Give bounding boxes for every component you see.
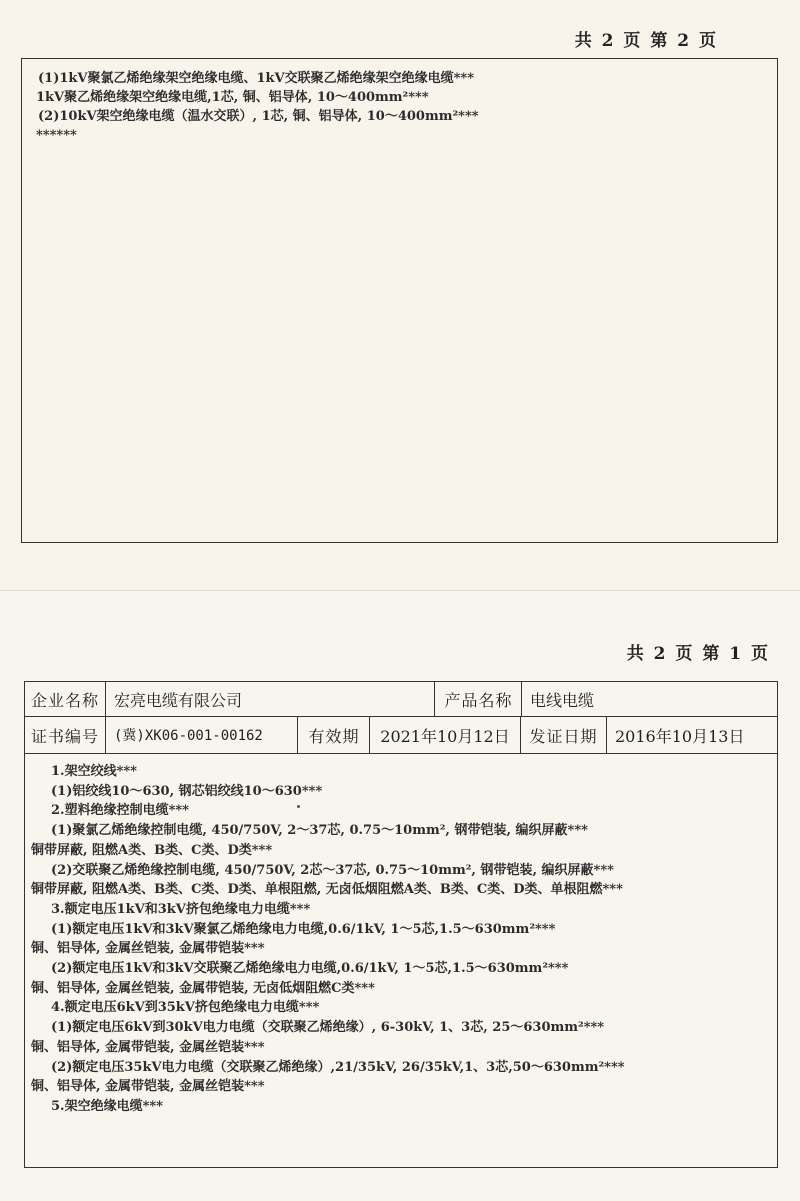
page-indicator-top: 共 2 页 第 2 页 (574, 31, 718, 51)
scope-line: 5.架空绝缘电缆*** (51, 1098, 163, 1114)
page-2-content-frame (21, 58, 778, 543)
certificate-number: (冀)XK06-001-00162 (106, 717, 298, 753)
scope-line: 4.额定电压6kV到35kV挤包绝缘电力电缆*** (51, 1000, 320, 1016)
scope-line: (2)交联聚乙烯绝缘控制电缆, 450/750V, 2芯～37芯, 0.75～10mm², 钢带铠装, 编织屏蔽*** (51, 862, 614, 878)
scope-line: (1)聚氯乙烯绝缘控制电缆, 450/750V, 2～37芯, 0.75～10mm², 钢带铠装, 编织屏蔽*** (51, 823, 588, 839)
scope-line: 铜带屏蔽, 阻燃A类、B类、C类、D类*** (31, 842, 273, 858)
product-line: 1kV聚乙烯绝缘架空绝缘电缆,1芯, 铜、铝导体, 10～400mm²*** (36, 90, 429, 105)
scope-line: (2)额定电压1kV和3kV交联聚乙烯绝缘电力电缆,0.6/1kV, 1～5芯,1.5～630mm²*** (51, 961, 569, 977)
ink-speck (297, 805, 300, 808)
product-name: 电线电缆 (530, 690, 595, 710)
product-line: (2)10kV架空绝缘电缆（温水交联）, 1芯, 铜、铝导体, 10～400mm²*** (38, 109, 479, 124)
certificate-page-1 (0, 590, 800, 1201)
certificate-number-label: 证书编号 (25, 717, 106, 753)
issue-date: 2016年10月13日 (615, 726, 745, 746)
scope-line: 铜、铝导体, 金属丝铠装, 金属带铠装, 无卤低烟阻燃C类*** (31, 980, 375, 996)
info-row-enterprise (25, 682, 777, 716)
product-line: ****** (36, 128, 77, 143)
page-indicator-bottom: 共 2 页 第 1 页 (626, 644, 770, 664)
certificate-page-2 (0, 0, 800, 590)
scope-line: 铜带屏蔽, 阻燃A类、B类、C类、D类、单根阻燃, 无卤低烟阻燃A类、B类、C类、D类、单根阻燃*** (31, 882, 623, 898)
scope-line: 3.额定电压1kV和3kV挤包绝缘电力电缆*** (51, 901, 311, 917)
validity-date: 2021年10月12日 (370, 717, 521, 753)
info-row-certificate (25, 716, 777, 754)
scope-line: (1)铝绞线10～630, 钢芯铝绞线10～630*** (51, 783, 323, 799)
issue-date-label: 发证日期 (521, 717, 607, 753)
product-label: 产品名称 (436, 682, 522, 716)
scope-line: 铜、铝导体, 金属丝铠装, 金属带铠装*** (31, 941, 265, 957)
scope-line: 1.架空绞线*** (51, 764, 137, 779)
scope-line: (1)额定电压6kV到30kV电力电缆（交联聚乙烯绝缘）, 6-30kV, 1、3芯, 25～630mm²*** (51, 1020, 605, 1036)
scope-line: (2)额定电压35kV电力电缆（交联聚乙烯绝缘）,21/35kV, 26/35kV,1、3芯,50～630mm²*** (51, 1059, 625, 1075)
validity-label: 有效期 (299, 717, 370, 753)
scope-line: (1)额定电压1kV和3kV聚氯乙烯绝缘电力电缆,0.6/1kV, 1～5芯,1.5～630mm²*** (51, 921, 556, 937)
product-line: (1)1kV聚氯乙烯绝缘架空绝缘电缆、1kV交联聚乙烯绝缘架空绝缘电缆*** (38, 71, 475, 86)
enterprise-name: 宏亮电缆有限公司 (106, 682, 435, 716)
scope-line: 铜、铝导体, 金属带铠装, 金属丝铠装*** (31, 1079, 265, 1095)
production-scope-list (31, 762, 625, 1117)
scope-line: 铜、铝导体, 金属带铠装, 金属丝铠装*** (31, 1039, 265, 1055)
page-2-product-list (38, 69, 479, 145)
scope-line: 2.塑料绝缘控制电缆*** (51, 803, 189, 819)
page-1-content-frame (24, 681, 778, 1168)
enterprise-label: 企业名称 (25, 682, 106, 716)
